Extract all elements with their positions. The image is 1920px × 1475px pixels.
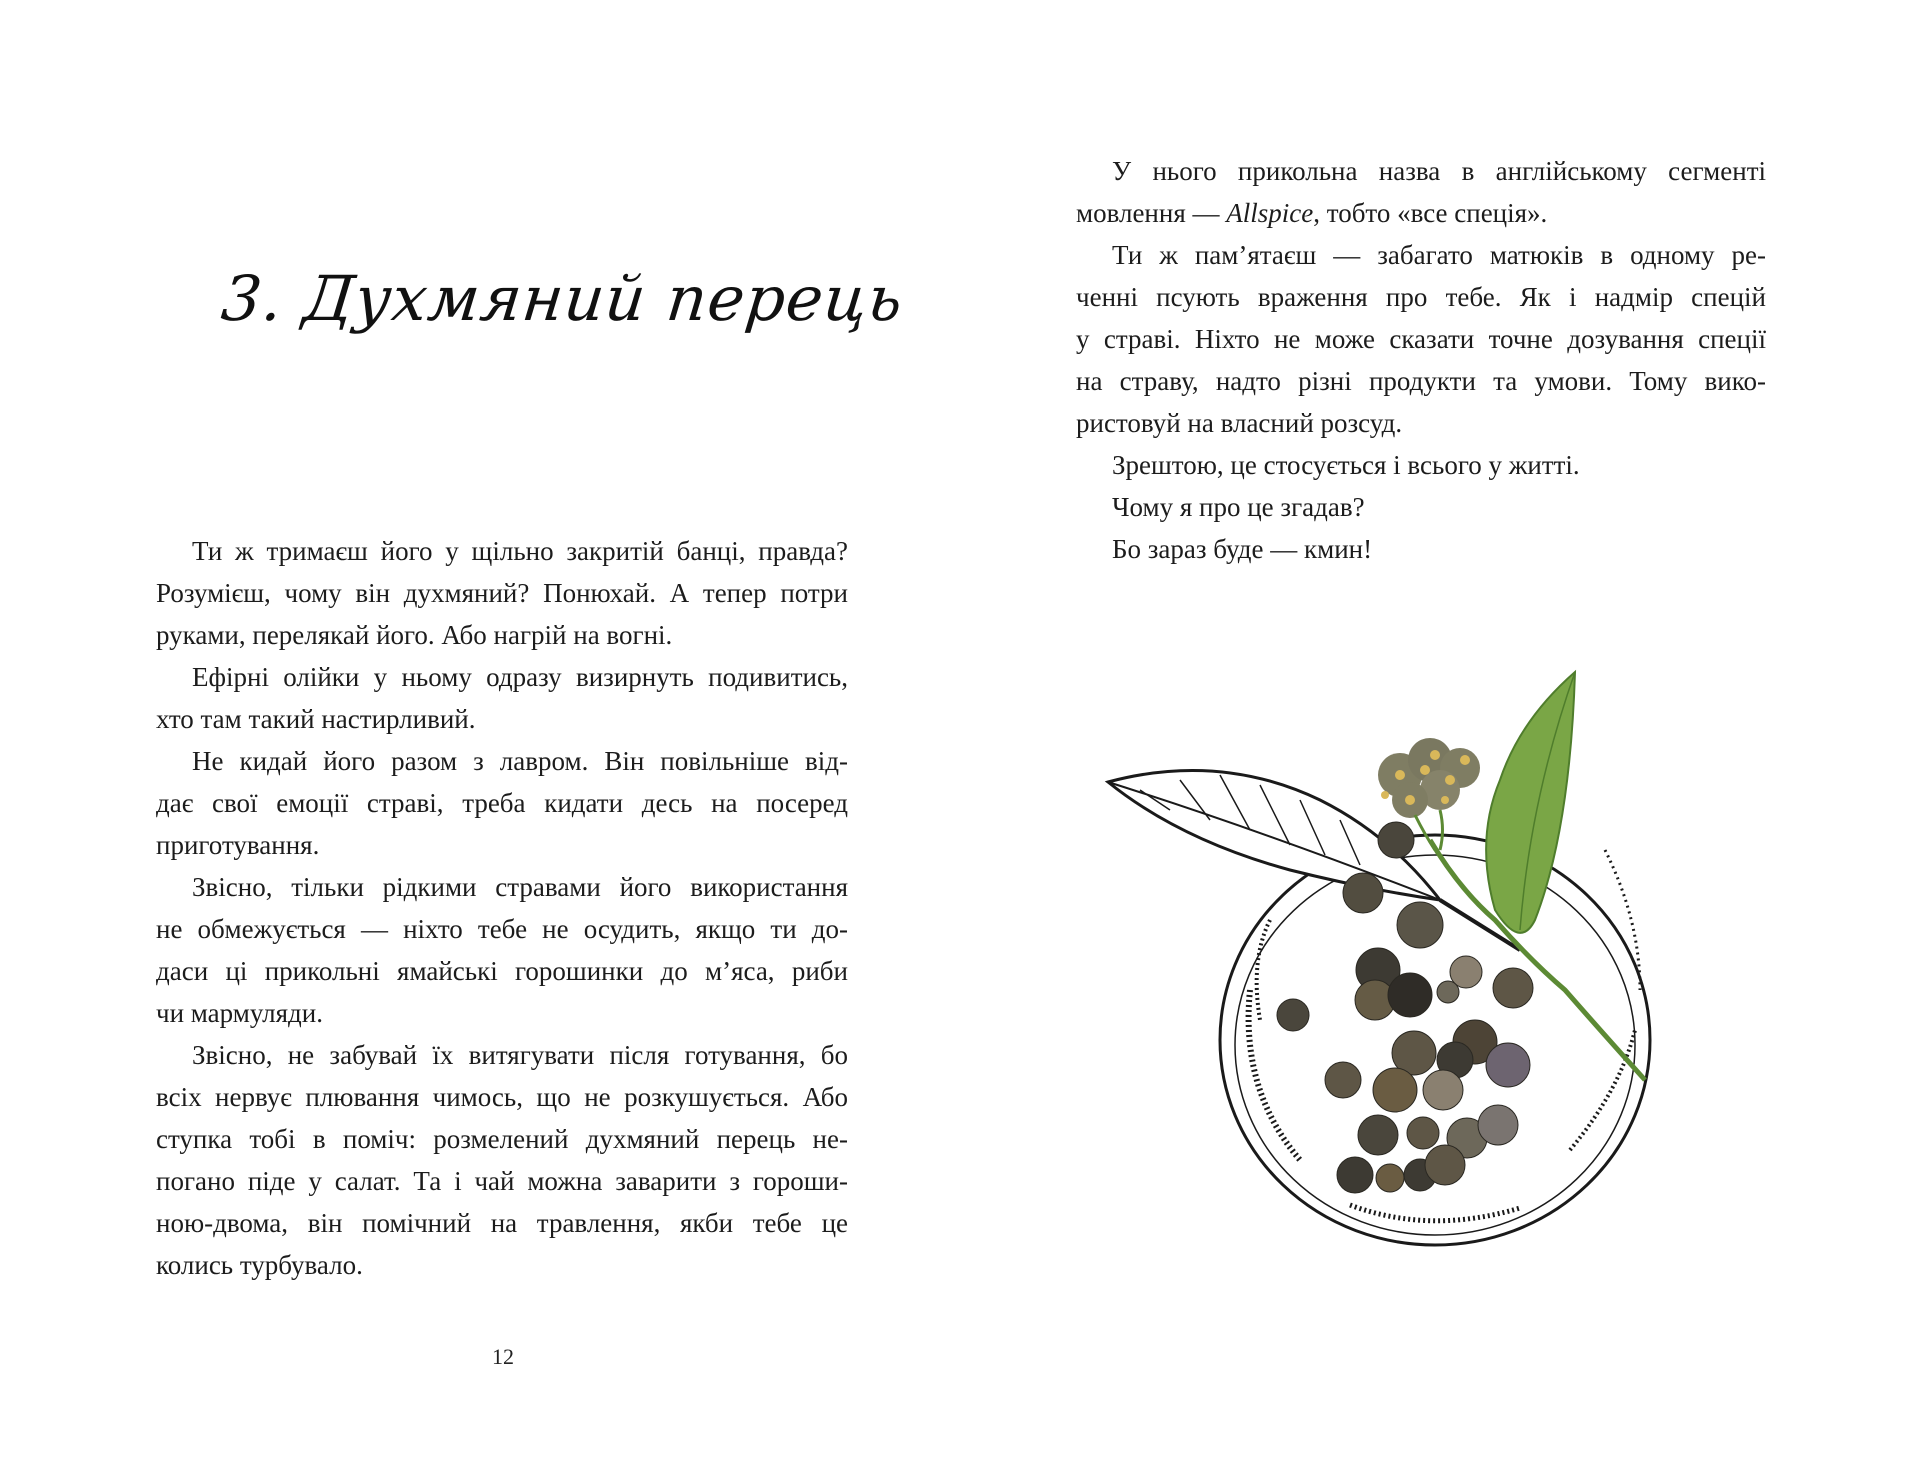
text-line: Ти ж тримаєш його у щільно закритій банці, правда? xyxy=(192,536,848,566)
allspice-bowl-image xyxy=(1100,660,1700,1260)
text-line: Ефірні олійки у ньому одразу визирнуть подивитись, xyxy=(192,662,848,692)
text-line: Чому я про це згадав? xyxy=(1112,492,1365,522)
text-line: ступка тобі в поміч: розмелений духмяний перець не- xyxy=(156,1124,848,1154)
text-line: Зрештою, це стосується і всього у житті. xyxy=(1112,450,1580,480)
text-line: дає свої емоції страві, треба кидати десь на посеред xyxy=(156,788,848,818)
chapter-title: 3. Духмяний перець xyxy=(218,262,907,335)
text-line: Не кидай його разом з лавром. Він повільніше від- xyxy=(192,746,848,776)
text-line: Звісно, тільки рідкими стравами його використання xyxy=(192,872,848,902)
text-line: ною-двома, він помічний на травлення, якби тебе це xyxy=(156,1208,848,1238)
italic-term: Allspice xyxy=(1226,198,1314,228)
text-line: У нього прикольна назва в англійському сегменті xyxy=(1112,156,1766,186)
text-line: хто там такий настирливий. xyxy=(156,704,476,734)
text-line: руками, перелякай його. Або нагрій на вогні. xyxy=(156,620,673,650)
text-line: чи мармуляди. xyxy=(156,998,323,1028)
text-segment: , тобто «все спеція». xyxy=(1313,198,1548,228)
text-line xyxy=(1076,192,1766,234)
text-line: приготування. xyxy=(156,830,320,860)
text-line: у страві. Ніхто не може сказати точне дозування спеції xyxy=(1076,324,1766,354)
text-line: Розумієш, чому він духмяний? Понюхай. А тепер потри xyxy=(156,578,848,608)
text-line: ченні псують враження про тебе. Як і надмір спецій xyxy=(1076,282,1766,312)
text-line: даси ці прикольні ямайські горошинки до м’яса, риби xyxy=(156,956,848,986)
text-line: не обмежується — ніхто тебе не осудить, якщо ти до- xyxy=(156,914,848,944)
text-line: Ти ж пам’ятаєш — забагато матюків в одному ре- xyxy=(1112,240,1766,270)
page-number: 12 xyxy=(492,1344,514,1369)
text-segment: мовлення — xyxy=(1076,198,1227,228)
text-line: Бо зараз буде — кмин! xyxy=(1112,534,1373,564)
right-page xyxy=(960,0,1920,1475)
text-line: колись турбувало. xyxy=(156,1250,363,1280)
text-line: всіх нервує плювання чимось, що не розкушується. Або xyxy=(156,1082,848,1112)
allspice-illustration xyxy=(1100,660,1700,1260)
text-line: погано піде у салат. Та і чай можна заварити з гороши- xyxy=(156,1166,848,1196)
right-body-text xyxy=(1076,150,1766,570)
text-line: Звісно, не забувай їх витягувати після готування, бо xyxy=(192,1040,848,1070)
left-body-text xyxy=(156,530,848,1286)
text-line: ристовуй на власний розсуд. xyxy=(1076,408,1403,438)
text-line: на страву, надто різні продукти та умови. Тому вико- xyxy=(1076,366,1766,396)
